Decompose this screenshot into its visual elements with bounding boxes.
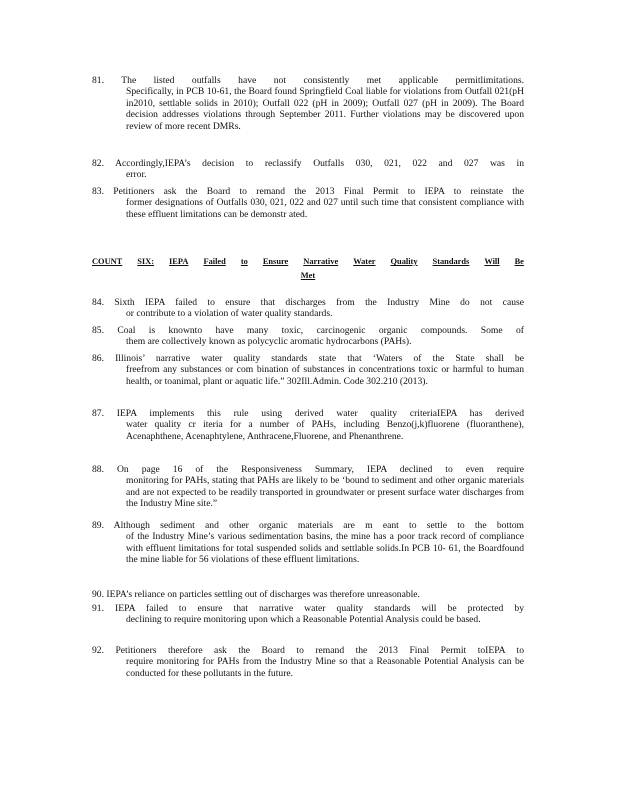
heading-word: Be: [514, 257, 524, 266]
paragraph-first-line: 89. Although sediment and other organic materials are m eant to settle to the bottom: [92, 520, 524, 531]
heading-word: Standards: [432, 257, 470, 266]
paragraph-continuation: of the Industry Mine’s various sedimentation basins, the mine has a poor track record of compliance with effluent limitations for total suspended solids and settlable solids.In PCB 10- 61, the Boardfound the mine liable for 56 violations of these effluent limitations.: [126, 531, 524, 566]
paragraph-first-line: 90. IEPA’s reliance on particles settling out of discharges was therefore unreasonable.: [92, 589, 420, 600]
heading-word: SIX:: [137, 257, 155, 266]
paragraph-89: [92, 520, 524, 566]
paragraph-continuation: declining to require monitoring upon which a Reasonable Potential Analysis could be based.: [126, 614, 481, 626]
paragraph-continuation: require monitoring for PAHs from the Industry Mine so that a Reasonable Potential Analysis can be conducted for these pollutants in the future.: [126, 656, 524, 679]
paragraph-continuation: freefrom any substances or com bination of substances in concentrations toxic or harmful to human health, or toanimal, plant or aquatic life.” 302Ill.Admin. Code 302.210 (2013).: [126, 364, 524, 387]
paragraph-first-line: 91. IEPA failed to ensure that narrative water quality standards will be protected by: [92, 603, 524, 614]
paragraph-continuation: or contribute to a violation of water quality standards.: [126, 308, 333, 320]
paragraph-first-line: 85. Coal is knownto have many toxic, carcinogenic organic compounds. Some of: [92, 325, 524, 336]
heading-word: Ensure: [262, 257, 289, 266]
paragraph-continuation: them are collectively known as polycyclic aromatic hydrocarbons (PAHs).: [126, 336, 412, 348]
paragraph-first-line: 86. Illinois’ narrative water quality standards state that ‘Waters of the State shall be: [92, 353, 524, 364]
heading-word: Water: [353, 257, 376, 266]
paragraph-continuation: monitoring for PAHs, stating that PAHs are likely to be ‘bound to sediment and other organic materials and are not expected to be readily transported in groundwater or present surface water discharges from the Industry Mine site.”: [126, 475, 524, 510]
paragraph-81: [92, 75, 524, 132]
paragraph-88: [92, 464, 524, 510]
paragraph-continuation: Specifically, in PCB 10-61, the Board found Springfield Coal liable for violations from Outfall 021(pH in2010, settlable solids in 2010); Outfall 022 (pH in 2009); Outfall 027 (pH in 2009). The Board decision addresses violations through September 2011. Further violations may be discovered upon review of more recent DMRs.: [126, 86, 524, 132]
heading-word: Failed: [203, 257, 226, 266]
paragraph-first-line: 83. Petitioners ask the Board to remand the 2013 Final Permit to IEPA to reinstate the: [92, 186, 524, 197]
paragraph-83: [92, 186, 524, 220]
paragraph-first-line: 81. The listed outfalls have not consistently met applicable permitlimitations.: [92, 75, 524, 86]
paragraph-continuation: error.: [126, 169, 147, 181]
paragraph-90: [92, 589, 524, 600]
paragraph-82: [92, 158, 524, 181]
paragraph-84: [92, 297, 524, 320]
paragraph-first-line: 84. Sixth IEPA failed to ensure that discharges from the Industry Mine do not cause: [92, 297, 524, 308]
paragraph-86: [92, 353, 524, 387]
paragraph-85: [92, 325, 524, 348]
heading-word: IEPA: [169, 257, 189, 266]
heading-word: to: [240, 257, 248, 266]
heading-word: Narrative: [303, 257, 339, 266]
paragraph-first-line: 92. Petitioners therefore ask the Board to remand the 2013 Final Permit toIEPA to: [92, 645, 524, 656]
paragraph-92: [92, 645, 524, 679]
section-heading: [92, 257, 524, 266]
section-heading-line2: Met: [300, 271, 316, 280]
paragraph-continuation: former designations of Outfalls 030, 021, 022 and 027 until such time that consistent compliance with these effluent limitations can be demonstr ated.: [126, 197, 524, 220]
paragraph-continuation: water quality cr iteria for a number of PAHs, including Benzo(j,k)fluorene (fluoranthene), Acenaphthene, Acenaphtylene, Anthracene,Fluorene, and Phenanthrene.: [126, 419, 524, 442]
paragraph-first-line: 87. IEPA implements this rule using derived water quality criteriaIEPA has derived: [92, 408, 524, 419]
heading-word: COUNT: [92, 257, 123, 266]
paragraph-first-line: 88. On page 16 of the Responsiveness Summary, IEPA declined to even require: [92, 464, 524, 475]
paragraph-87: [92, 408, 524, 442]
heading-word: Will: [484, 257, 500, 266]
heading-word: Quality: [390, 257, 418, 266]
paragraph-first-line: 82. Accordingly,IEPA’s decision to reclassify Outfalls 030, 021, 022 and 027 was in: [92, 158, 524, 169]
paragraph-91: [92, 603, 524, 626]
